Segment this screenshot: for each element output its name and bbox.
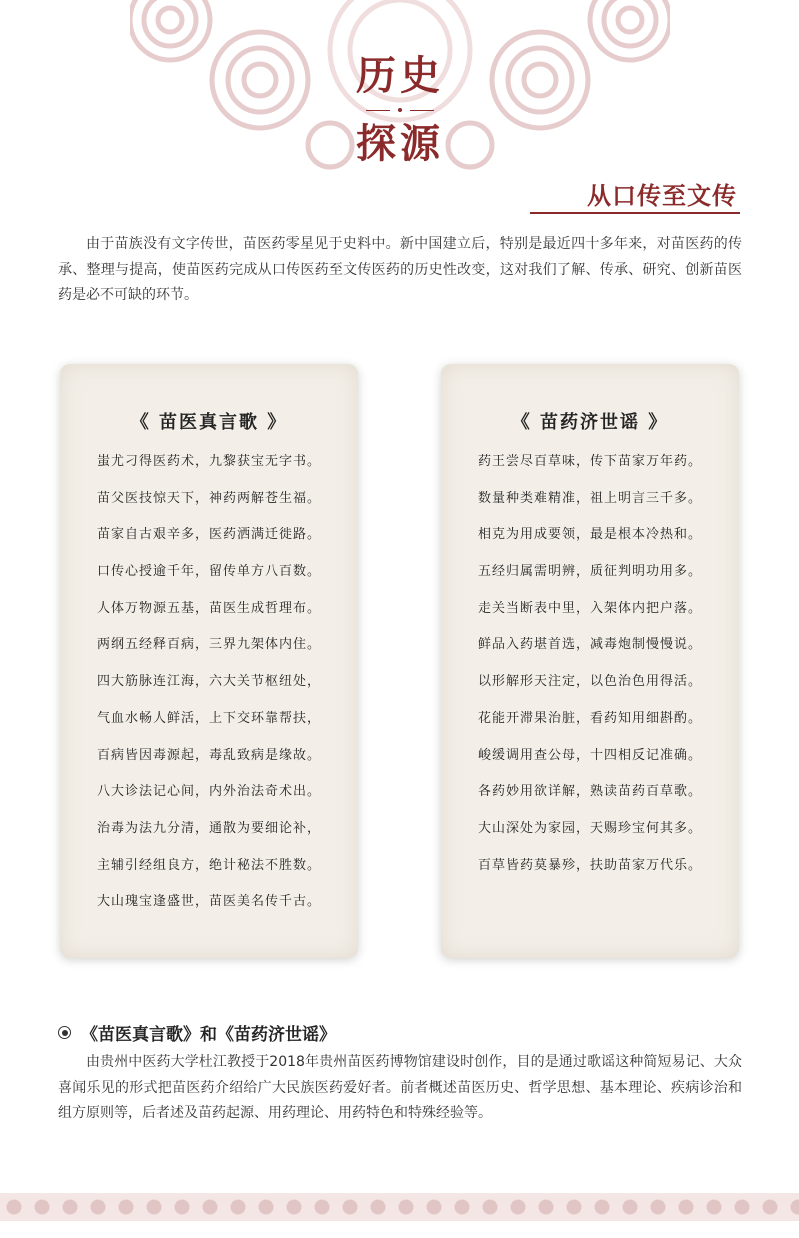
section-heading: 从口传至文传 <box>587 181 737 210</box>
verse-line: 人体万物源五基，苗医生成哲理布。 <box>96 600 321 616</box>
verse-line: 花能开滞果治脏，看药知用细斟酌。 <box>477 710 702 726</box>
song-card-miao-herbs <box>441 364 739 958</box>
verse-line: 药王尝尽百草味，传下苗家万年药。 <box>477 454 702 469</box>
verse-line: 百病皆因毒源起，毒乱致病是缘故。 <box>96 747 321 763</box>
verse-line: 蚩尤刁得医药术，九黎获宝无字书。 <box>96 454 321 469</box>
verse-line: 百草皆药莫暴殄，扶助苗家万代乐。 <box>477 857 702 873</box>
verse-line: 各药妙用欲详解，熟读苗药百草歌。 <box>477 784 702 800</box>
verse-line: 峻缓调用查公母，十四相反记准确。 <box>477 747 702 763</box>
verse-line: 相克为用成要领，最是根本冷热和。 <box>477 527 702 543</box>
title-separator <box>330 102 470 118</box>
song-card-miao-medicine <box>60 364 358 958</box>
verse-line: 数量种类难精准，祖上明言三千多。 <box>477 490 702 506</box>
bottom-decorative-band <box>0 1193 799 1221</box>
note-paragraph: 由贵州中医药大学杜江教授于2018年贵州苗医药博物馆建设时创作，目的是通过歌谣这种简短易记、大众喜闻乐见的形式把苗医药介绍给广大民族医药爱好者。前者概述苗医历史、哲学思想、基本理论、疾病诊治和组方原则等，后者述及苗药起源、用药理论、用药特色和特殊经验等。 <box>58 1054 742 1121</box>
verse-line: 五经归属需明辨，质征判明功用多。 <box>477 564 702 580</box>
verse-line: 气血水畅人鲜活，上下交环靠帮扶， <box>96 710 321 726</box>
verse-line: 治毒为法九分清，通散为要细论补， <box>96 820 321 836</box>
verse-line: 八大诊法记心间，内外治法奇术出。 <box>96 784 321 800</box>
verse-line: 主辅引经组良方，绝计秘法不胜数。 <box>96 857 321 873</box>
card-title: 《 苗药济世谣 》 <box>511 412 669 433</box>
page-title <box>330 52 470 168</box>
verse-line: 苗父医技惊天下，神药两解苍生福。 <box>96 490 321 506</box>
verse-line: 四大筋脉连江海，六大关节枢纽处， <box>96 674 321 690</box>
verse-line: 两纲五经释百病，三界九架体内住。 <box>96 637 321 653</box>
verse-line: 大山瑰宝逢盛世，苗医美名传千古。 <box>96 894 321 910</box>
page-title-line-1: 历史 <box>356 52 444 99</box>
section-underline <box>530 212 740 214</box>
note-heading <box>58 1020 336 1045</box>
note-heading-text: 《苗医真言歌》和《苗药济世谣》 <box>81 1025 336 1045</box>
bullet-circle-icon <box>58 1026 71 1039</box>
intro-paragraph: 由于苗族没有文字传世，苗医药零星见于史料中。新中国建立后，特别是最近四十多年来，对苗医药的传承、整理与提高，使苗医药完成从口传医药至文传医药的历史性改变，这对我们了解、传承、研究、创新苗医药是必不可缺的环节。 <box>58 236 742 303</box>
verse-line: 鲜品入药堪首选，减毒炮制慢慢说。 <box>477 637 702 653</box>
verse-line: 口传心授逾千年，留传单方八百数。 <box>96 564 321 580</box>
verse-line: 大山深处为家园，天赐珍宝何其多。 <box>477 820 702 836</box>
card-lines <box>60 444 358 921</box>
card-lines <box>441 444 739 884</box>
card-title: 《 苗医真言歌 》 <box>130 412 288 433</box>
verse-line: 走关当断表中里，入架体内把户落。 <box>477 600 702 616</box>
verse-line: 苗家自古艰辛多，医药洒满迁徙路。 <box>96 527 321 543</box>
page-title-line-2: 探源 <box>356 120 444 167</box>
verse-line: 以形解形天注定，以色治色用得活。 <box>477 674 702 690</box>
